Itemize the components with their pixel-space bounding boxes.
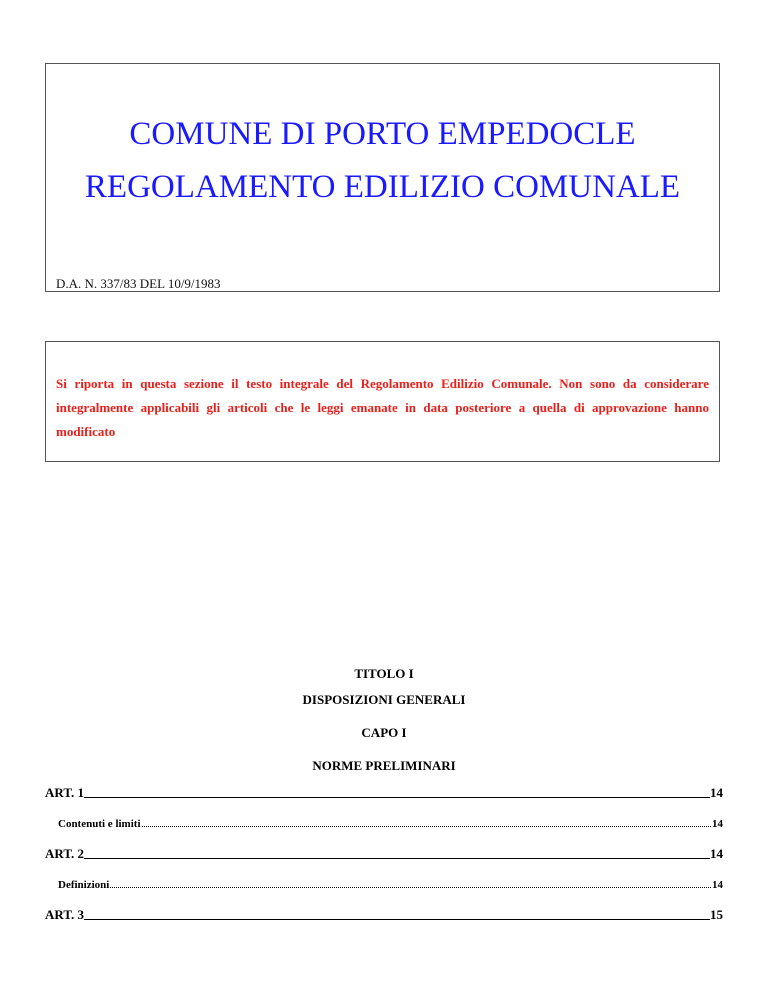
toc-leader xyxy=(84,858,710,859)
toc-leader xyxy=(142,826,712,827)
toc-page: 14 xyxy=(710,846,723,861)
toc-page: 14 xyxy=(712,879,723,891)
toc-leader xyxy=(110,887,711,888)
regulation-title: REGOLAMENTO EDILIZIO COMUNALE xyxy=(84,169,681,205)
toc-entry-contenuti-e-limiti[interactable] xyxy=(45,818,723,830)
toc-page: 15 xyxy=(710,907,723,922)
municipality-title: COMUNE DI PORTO EMPEDOCLE xyxy=(129,116,636,152)
toc-label: Definizioni xyxy=(58,879,110,891)
notice-text: Si riporta in questa sezione il testo integrale del Regolamento Edilizio Comunale. Non sono da considerare integralmente applicabili gli articoli che le leggi emanate in data posteriore a quella di approvazione hanno modificato xyxy=(56,376,709,439)
toc-entry-art-3[interactable] xyxy=(45,907,723,923)
notice-box xyxy=(45,341,720,462)
decree-reference: D.A. N. 337/83 DEL 10/9/1983 xyxy=(56,276,221,291)
capo-heading: CAPO I xyxy=(361,725,407,740)
toc-leader xyxy=(84,919,710,920)
toc-label: ART. 1 xyxy=(45,785,85,800)
toc-page: 14 xyxy=(710,785,723,800)
toc-page: 14 xyxy=(712,818,723,830)
titolo-name-heading: DISPOSIZIONI GENERALI xyxy=(302,692,466,707)
toc-entry-art-2[interactable] xyxy=(45,846,723,862)
toc-label: ART. 3 xyxy=(45,907,85,922)
toc-label: ART. 2 xyxy=(45,846,85,861)
capo-name-heading: NORME PRELIMINARI xyxy=(312,758,456,773)
toc-leader xyxy=(84,797,710,798)
toc-label: Contenuti e limiti xyxy=(58,818,141,830)
titolo-heading: TITOLO I xyxy=(354,666,414,681)
title-box xyxy=(45,63,720,292)
toc-entry-definizioni[interactable] xyxy=(45,879,723,891)
toc-entry-art-1[interactable] xyxy=(45,785,723,801)
